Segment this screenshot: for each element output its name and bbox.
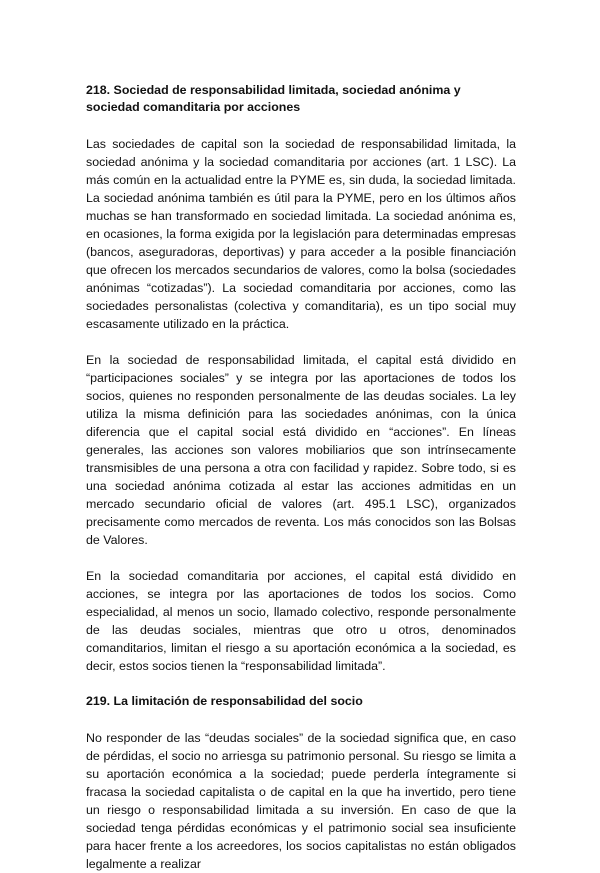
section-218-paragraph-1: Las sociedades de capital son la sociedad de responsabilidad limitada, la sociedad anónima y la sociedad comanditaria por acciones (art. 1 LSC). La más común en la actualidad entre la PYME es, sin duda, la sociedad limitada. La sociedad anónima también es útil para la PYME, pero en los últimos años muchas se han transformado en sociedad limitada. La sociedad anónima es, en ocasiones, la forma exigida por la legislación para determinadas empresas (bancos, aseguradoras, deportivas) y para acceder a la posible financiación que ofrecen los mercados secundarios de valores, como la bolsa (sociedades anónimas “cotizadas”). La sociedad comanditaria por acciones, como las sociedades personalistas (colectiva y comanditaria), es un tipo social muy escasamente utilizado en la práctica.: [86, 137, 516, 331]
section-218-paragraph-2: En la sociedad de responsabilidad limitada, el capital está dividido en “participaciones sociales” y se integra por las aportaciones de todos los socios, quienes no responden personalmente de las deudas sociales. La ley utiliza la misma definición para las sociedades anónimas, con la única diferencia que el capital social está dividido en “acciones”. En líneas generales, las acciones son valores mobiliarios que son intrínsecamente transmisibles de una persona a otra con facilidad y rapidez. Sobre todo, si es una sociedad anónima cotizada al estar las acciones admitidas en un mercado secundario oficial de valores (art. 495.1 LSC), organizados precisamente como mercados de reventa. Los más conocidos son las Bolsas de Valores.: [86, 353, 516, 547]
section-219-heading: 219. La limitación de responsabilidad del socio: [86, 694, 363, 708]
section-218-heading: 218. Sociedad de responsabilidad limitada, sociedad anónima y sociedad comanditaria por acciones: [86, 83, 461, 114]
section-218-paragraph-3: En la sociedad comanditaria por acciones, el capital está dividido en acciones, se integra por las aportaciones de todos los socios. Como especialidad, al menos un socio, llamado colectivo, responde personalmente de las deudas sociales, mientras que otro u otros, denominados comanditarios, limitan el riesgo a su aportación económica a la sociedad, es decir, estos socios tienen la “responsabilidad limitada”.: [86, 569, 516, 673]
section-219-paragraph-1: No responder de las “deudas sociales” de la sociedad significa que, en caso de pérdidas, el socio no arriesga su patrimonio personal. Su riesgo se limita a su aportación económica a la sociedad; puede perderla íntegramente si fracasa la sociedad capitalista o de capital en la que ha invertido, pero tiene un riesgo o responsabilidad limitada a su inversión. En caso de que la sociedad tenga pérdidas económicas y el patrimonio social sea insuficiente para hacer frente a los acreedores, los socios capitalistas no están obligados legalmente a realizar: [86, 731, 516, 871]
document-page: [86, 82, 516, 873]
